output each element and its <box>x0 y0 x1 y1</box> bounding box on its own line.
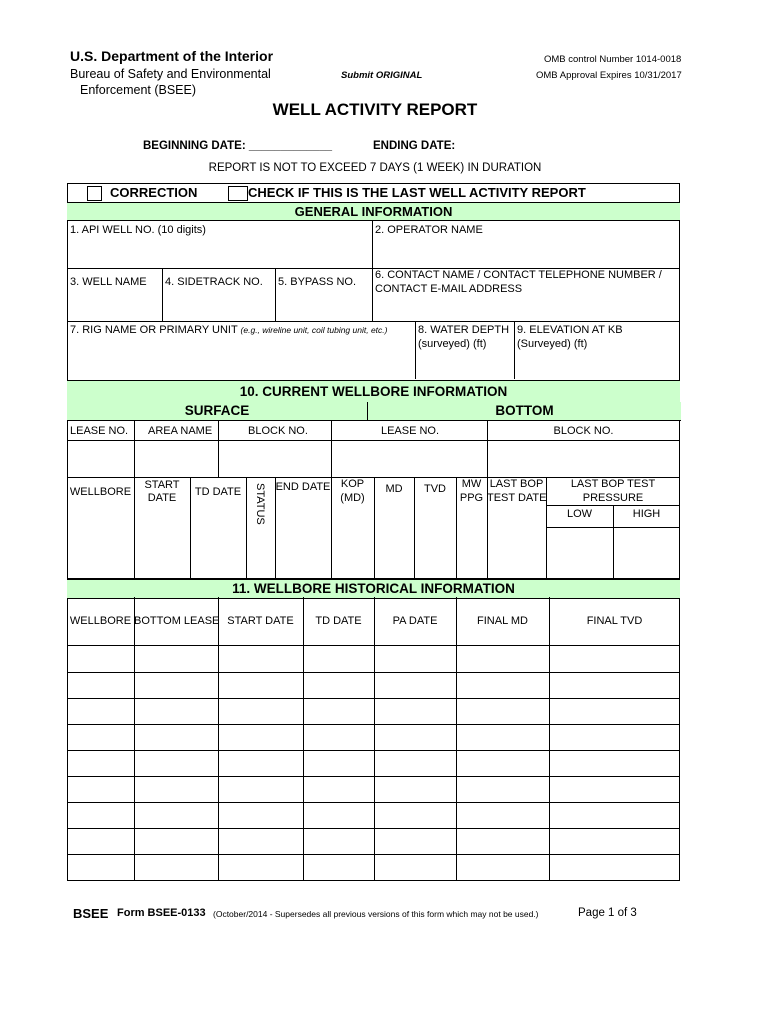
footer-bsee: BSEE <box>73 906 109 921</box>
bureau-line-2: Enforcement (BSEE) <box>80 83 197 97</box>
ppg-label: PPG <box>459 492 484 504</box>
water-depth-label-2: (surveyed) (ft) <box>418 338 487 350</box>
bypass-field[interactable] <box>276 292 371 320</box>
start-label: START <box>144 479 180 491</box>
hist-col-wellbore: WELLBORE <box>69 615 132 627</box>
api-well-label: 1. API WELL NO. (10 digits) <box>70 224 206 236</box>
td-date-field[interactable] <box>191 506 245 577</box>
general-information-header: GENERAL INFORMATION <box>67 202 680 221</box>
bottom-block-no-label: BLOCK NO. <box>553 425 614 437</box>
area-name-field[interactable] <box>135 441 217 476</box>
beginning-date-field[interactable] <box>248 138 332 154</box>
md-field[interactable] <box>375 506 413 577</box>
surface-block-field[interactable] <box>219 441 330 476</box>
operator-name-label: 2. OPERATOR NAME <box>375 224 483 236</box>
sidetrack-field[interactable] <box>163 292 274 320</box>
kop-field[interactable] <box>332 506 373 577</box>
page-title: WELL ACTIVITY REPORT <box>272 100 478 119</box>
hist-col-td-date: TD DATE <box>315 615 362 627</box>
wellbore-label: WELLBORE <box>69 486 132 498</box>
ending-date-label: ENDING DATE: <box>373 140 456 152</box>
current-wellbore-header: 10. CURRENT WELLBORE INFORMATION <box>67 380 680 404</box>
elevation-label-2: (Surveyed) (ft) <box>517 338 588 350</box>
correction-checkbox[interactable] <box>87 186 102 201</box>
last-bop-date-field[interactable] <box>488 506 545 577</box>
md-label: MD <box>385 483 403 495</box>
test-date-label: TEST DATE <box>487 492 547 504</box>
agency-name: U.S. Department of the Interior <box>70 48 274 64</box>
last-bop-test-label: LAST BOP TEST <box>570 478 656 490</box>
kop-md-label: (MD) <box>340 492 365 504</box>
hist-col-bottom-lease: BOTTOM LEASE <box>134 615 220 627</box>
rig-name-label-text: 7. RIG NAME OR PRIMARY UNIT <box>70 324 238 336</box>
td-date-label: TD DATE <box>194 486 242 498</box>
duration-note: REPORT IS NOT TO EXCEED 7 DAYS (1 WEEK) IN DURATION <box>208 162 542 174</box>
surface-block-no-label: BLOCK NO. <box>248 425 308 437</box>
surface-header: SURFACE <box>67 402 367 421</box>
divider <box>67 321 680 322</box>
submit-original-label: Submit ORIGINAL <box>341 70 423 81</box>
mw-label: MW <box>461 478 482 490</box>
beginning-date-label: BEGINNING DATE: _____________ <box>143 140 332 152</box>
start-date-field[interactable] <box>135 506 189 577</box>
bop-high-field[interactable] <box>614 528 679 577</box>
well-name-field[interactable] <box>68 292 161 320</box>
start-date-label: DATE <box>147 492 177 504</box>
elevation-field[interactable] <box>515 353 679 378</box>
tvd-field[interactable] <box>415 506 455 577</box>
last-report-label: CHECK IF THIS IS THE LAST WELL ACTIVITY REPORT <box>248 185 586 200</box>
wellbore-field[interactable] <box>68 506 133 577</box>
high-label: HIGH <box>632 508 661 520</box>
historical-rows-area[interactable] <box>68 646 679 880</box>
last-report-checkbox[interactable] <box>228 186 248 201</box>
end-date-label: END DATE <box>275 481 331 493</box>
api-well-field[interactable] <box>68 238 371 267</box>
rig-name-example: (e.g., wireline unit, coil tubing unit, etc.) <box>240 325 388 335</box>
well-name-label: 3. WELL NAME <box>70 276 147 288</box>
footer-form-number: Form BSEE-0133 <box>117 907 206 919</box>
operator-name-field[interactable] <box>373 238 679 267</box>
water-depth-label-1: 8. WATER DEPTH <box>418 324 510 336</box>
contact-field[interactable] <box>373 298 679 320</box>
hist-col-final-md: FINAL MD <box>477 615 528 627</box>
correction-label: CORRECTION <box>110 185 198 200</box>
low-label: LOW <box>566 508 593 520</box>
bottom-block-field[interactable] <box>488 441 679 476</box>
pressure-label: PRESSURE <box>582 492 644 504</box>
last-bop-label: LAST BOP <box>489 478 544 490</box>
kop-label: KOP <box>340 478 365 490</box>
bureau-line-1: Bureau of Safety and Environmental <box>70 67 271 81</box>
omb-expiration: OMB Approval Expires 10/31/2017 <box>536 70 682 81</box>
status-label: STATUS <box>254 483 266 525</box>
page-number: Page 1 of 3 <box>578 907 637 919</box>
hist-col-final-tvd: FINAL TVD <box>586 615 643 627</box>
surface-lease-no-label: LEASE NO. <box>70 425 129 437</box>
contact-label-line-1: 6. CONTACT NAME / CONTACT TELEPHONE NUMBER / <box>375 269 662 281</box>
bop-low-field[interactable] <box>547 528 612 577</box>
area-name-label: AREA NAME <box>148 425 213 437</box>
water-depth-field[interactable] <box>416 353 513 378</box>
historical-header: 11. WELLBORE HISTORICAL INFORMATION <box>67 579 680 599</box>
ending-date-field[interactable] <box>458 138 558 154</box>
omb-control-number: OMB control Number 1014-0018 <box>544 54 682 65</box>
sidetrack-label: 4. SIDETRACK NO. <box>165 276 263 288</box>
tvd-label: TVD <box>424 483 446 495</box>
rig-name-label <box>70 324 387 337</box>
bypass-label: 5. BYPASS NO. <box>278 276 357 288</box>
surface-lease-field[interactable] <box>68 441 133 476</box>
hist-col-pa-date: PA DATE <box>392 615 438 627</box>
mw-field[interactable] <box>457 506 486 577</box>
contact-label-line-2: CONTACT E-MAIL ADDRESS <box>375 283 523 295</box>
status-field[interactable] <box>247 528 274 577</box>
bottom-lease-field[interactable] <box>332 441 486 476</box>
elevation-label-1: 9. ELEVATION AT KB <box>517 324 623 336</box>
rig-name-field[interactable] <box>68 340 414 378</box>
bottom-lease-no-label: LEASE NO. <box>380 425 440 437</box>
footer-note: (October/2014 - Supersedes all previous versions of this form which may not be used.) <box>213 909 539 919</box>
hist-col-start-date: START DATE <box>227 615 294 627</box>
bottom-header: BOTTOM <box>367 402 681 421</box>
end-date-field[interactable] <box>276 506 330 577</box>
